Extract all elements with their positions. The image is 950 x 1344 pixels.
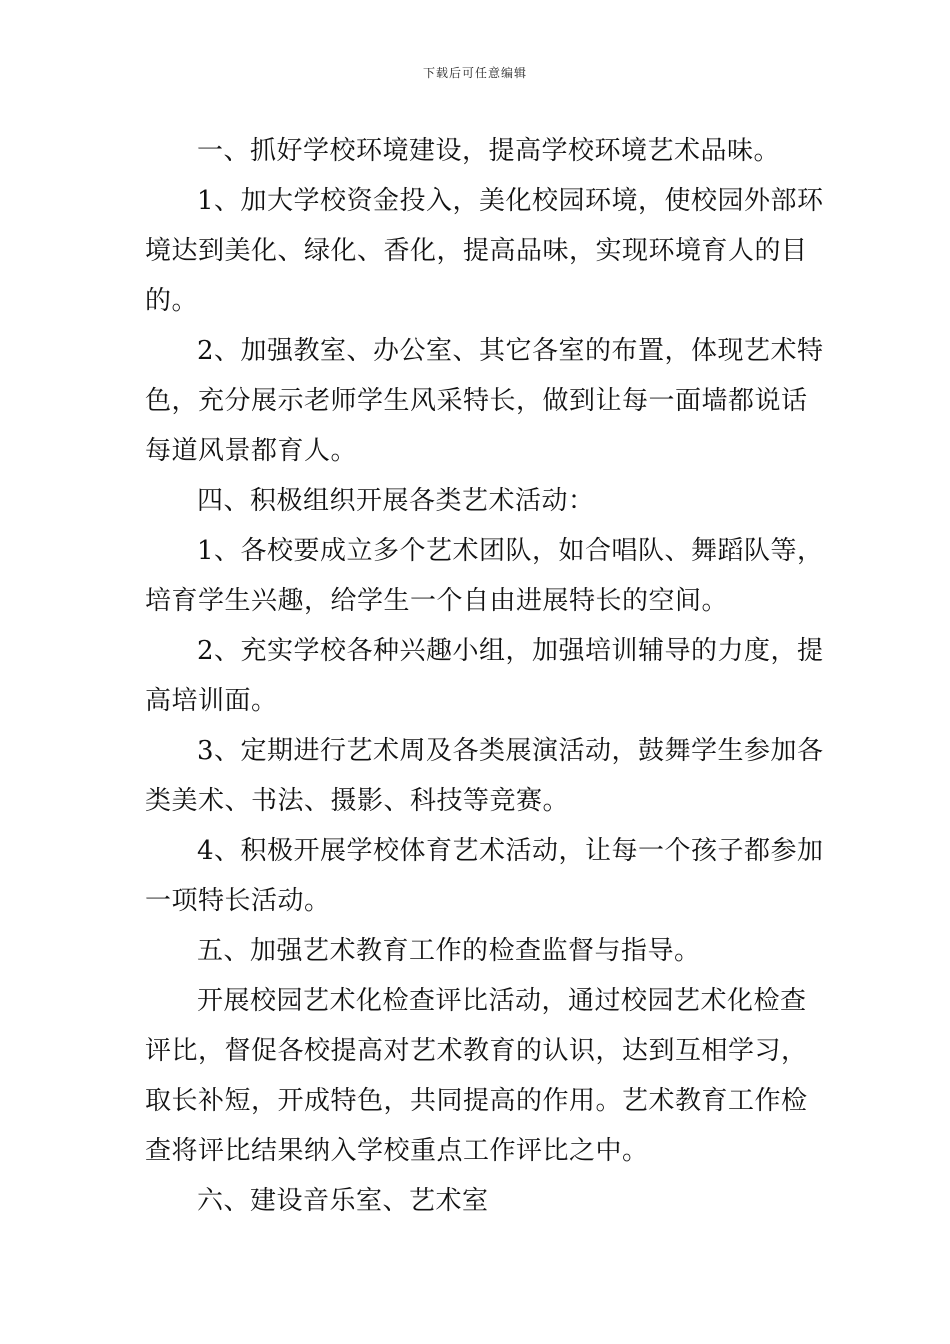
paragraph-line: 一项特长活动。 [145,886,331,916]
paragraph-line: 每道风景都育人。 [145,436,358,466]
paragraph-line: 取长补短，开成特色，共同提高的作用。艺术教育工作检 [145,1086,808,1116]
paragraph-line: 类美术、书法、摄影、科技等竞赛。 [145,786,570,816]
page-header-note: 下载后可任意编辑 [422,66,527,80]
paragraph-line: 境达到美化、绿化、香化，提高品味，实现环境育人的目 [145,236,808,266]
paragraph-line: 色，充分展示老师学生风采特长，做到让每一面墙都说话 [145,386,808,416]
paragraph-line: 开展校园艺术化检查评比活动，通过校园艺术化检查 [197,986,807,1016]
paragraph-line: 培育学生兴趣，给学生一个自由进展特长的空间。 [145,586,729,616]
paragraph-line: 3、定期进行艺术周及各类展演活动，鼓舞学生参加各 [197,736,824,766]
section-heading-supervision: 五、加强艺术教育工作的检查监督与指导。 [197,936,701,966]
section-heading-music-room: 六、建设音乐室、艺术室 [197,1186,489,1216]
document-body [145,126,824,1226]
paragraph-line: 查将评比结果纳入学校重点工作评比之中。 [145,1136,649,1166]
paragraph-line: 2、加强教室、办公室、其它各室的布置，体现艺术特 [197,336,824,366]
paragraph-line: 的。 [145,286,199,316]
paragraph-line: 2、充实学校各种兴趣小组，加强培训辅导的力度，提 [197,636,824,666]
section-heading-environment: 一、抓好学校环境建设，提高学校环境艺术品味。 [197,136,781,166]
paragraph-line: 高培训面。 [145,686,278,716]
paragraph-line: 4、积极开展学校体育艺术活动，让每一个孩子都参加 [197,836,824,866]
paragraph-line: 1、加大学校资金投入，美化校园环境，使校园外部环 [197,186,824,216]
paragraph-line: 评比，督促各校提高对艺术教育的认识，达到互相学习， [145,1036,808,1066]
paragraph-line: 1、各校要成立多个艺术团队，如合唱队、舞蹈队等， [197,536,824,566]
section-heading-activities: 四、积极组织开展各类艺术活动： [197,486,595,516]
